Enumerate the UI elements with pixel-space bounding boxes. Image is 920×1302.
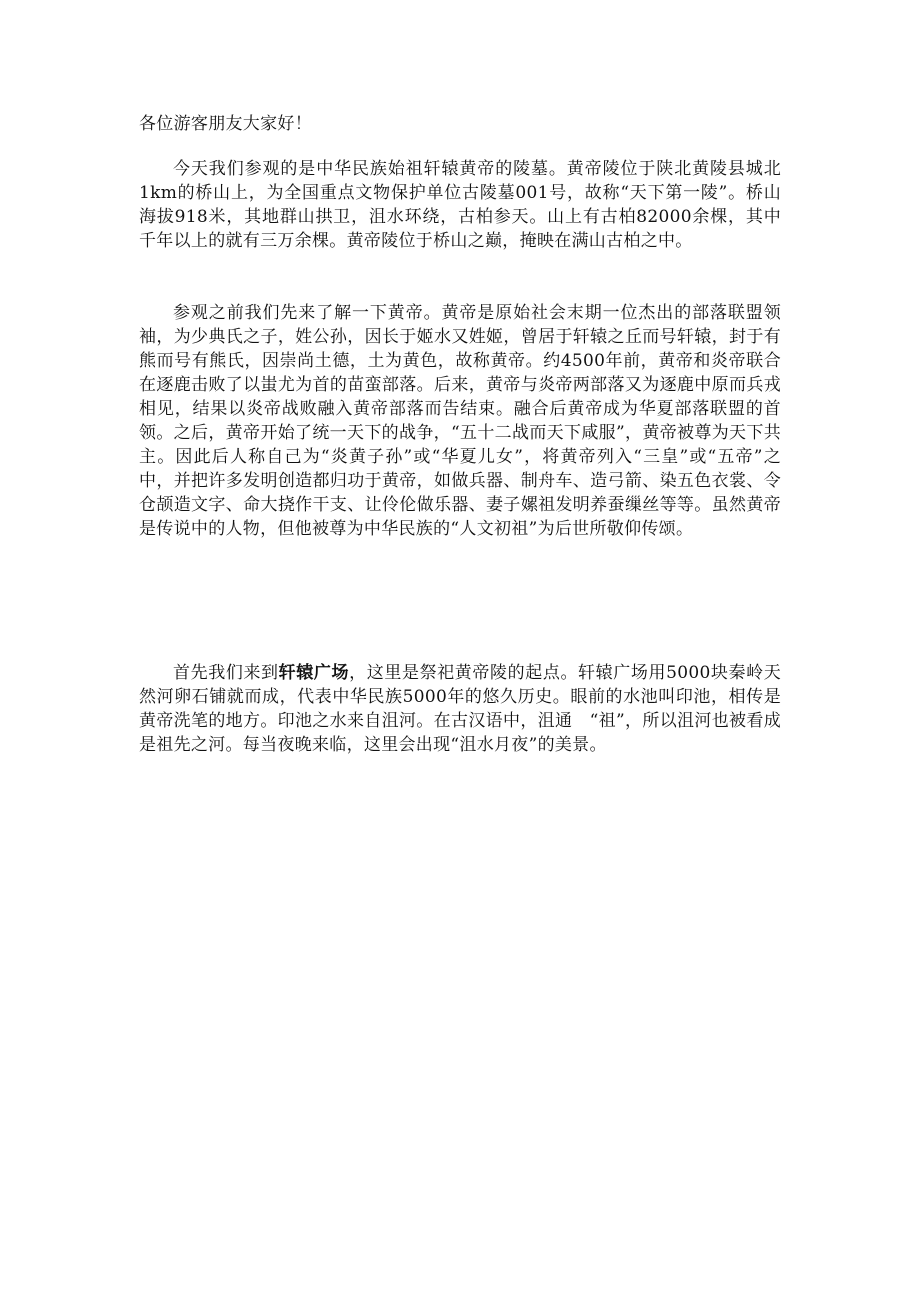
paragraph-huangdi-history: 参观之前我们先来了解一下黄帝。黄帝是原始社会末期一位杰出的部落联盟领袖，为少典氏之子，姓公孙，因长于姬水又姓姬，曾居于轩辕之丘而号轩辕，封于有熊而号有熊氏，因崇尚土德，土为黄色，故称黄帝。约4500年前，黄帝和炎帝联合在逐鹿击败了以蚩尤为首的苗蛮部落。后来，黄帝与炎帝两部落又为逐鹿中原而兵戎相见，结果以炎帝战败融入黄帝部落而告结束。融合后黄帝成为华夏部落联盟的首领。之后，黄帝开始了统一天下的战争，“五十二战而天下咸服”，黄帝被尊为天下共主。因此后人称自己为“炎黄子孙”或“华夏儿女”，将黄帝列入“三皇”或“五帝”之中，并把许多发明创造都归功于黄帝，如做兵器、制舟车、造弓箭、染五色衣裳、令仓颉造文字、命大挠作干支、让伶伦做乐器、妻子嫘祖发明养蚕缫丝等等。虽然黄帝是传说中的人物，但他被尊为中华民族的“人文初祖”为后世所敬仰传颂。 (139, 303, 781, 539)
paragraph-xuanyuan-square (139, 661, 781, 757)
xuanyuan-square-bold-term: 轩辕广场 (278, 663, 350, 683)
paragraph-intro: 今天我们参观的是中华民族始祖轩辕黄帝的陵墓。黄帝陵位于陕北黄陵县城北1km的桥山上，为全国重点文物保护单位古陵墓001号，故称“天下第一陵”。桥山海拔918米，其地群山拱卫，沮水环绕，古柏参天。山上有古柏82000余棵，其中千年以上的就有三万余棵。黄帝陵位于桥山之巅，掩映在满山古柏之中。 (139, 159, 781, 251)
greeting-line: 各位游客朋友大家好！ (139, 114, 312, 134)
paragraph-xuanyuan-body: ，这里是祭祀黄帝陵的起点。轩辕广场用5000块秦岭天然河卵石铺就而成，代表中华民族5000年的悠久历史。眼前的水池叫印池，相传是黄帝洗笔的地方。印池之水来自沮河。在古汉语中，沮通 “祖”，所以沮河也被看成是祖先之河。每当夜晚来临，这里会出现“沮水月夜”的美景。 (139, 663, 782, 755)
paragraph-xuanyuan-lead: 首先我们来到 (173, 663, 279, 683)
